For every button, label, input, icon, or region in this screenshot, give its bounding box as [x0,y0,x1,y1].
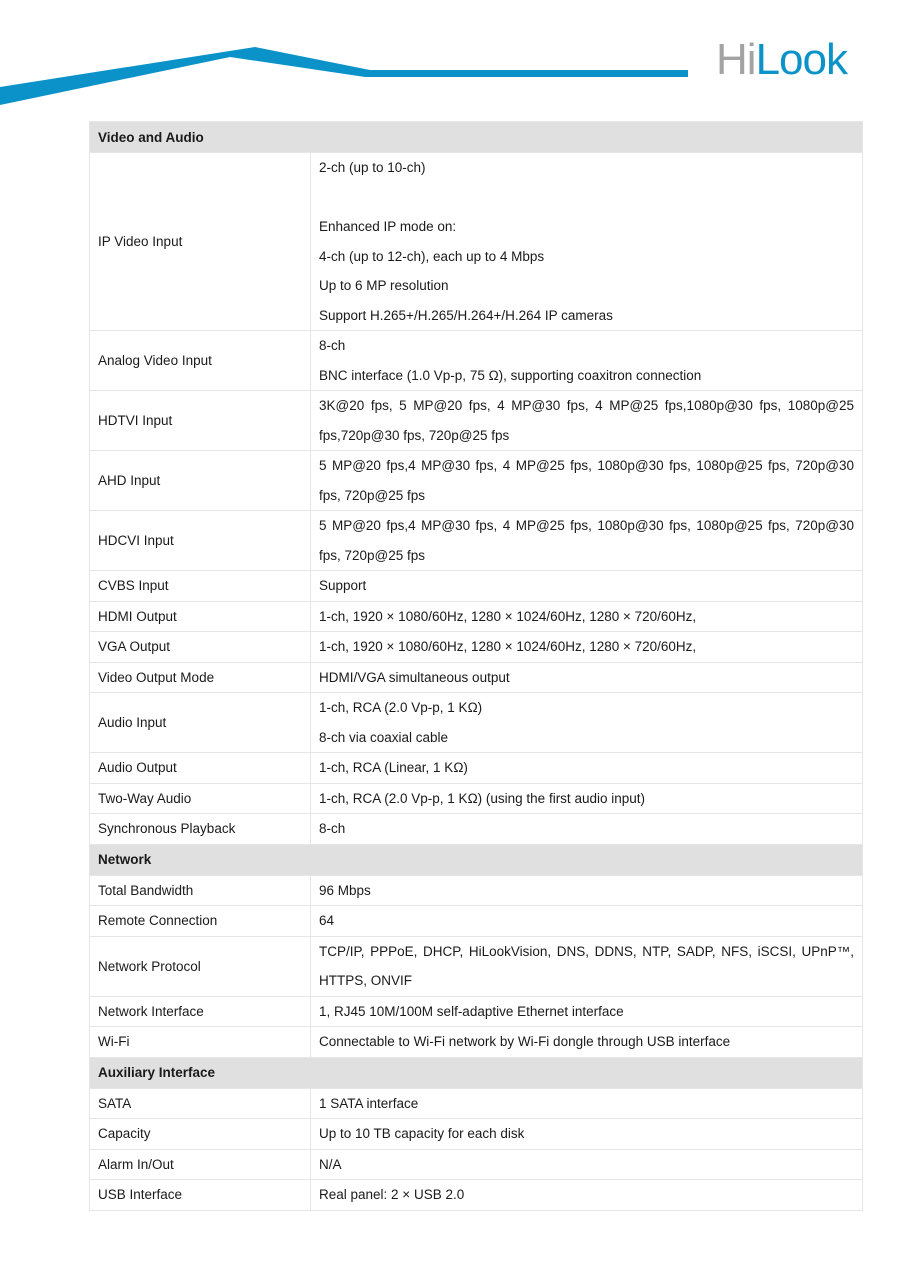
spec-value-line: Up to 6 MP resolution [319,278,449,293]
spec-value-line: 1, RJ45 10M/100M self-adaptive Ethernet interface [319,1003,624,1019]
spec-row-capacity [90,1119,863,1150]
spec-label: USB Interface [90,1180,311,1211]
spec-value-line: 1-ch, RCA (2.0 Vp-p, 1 KΩ) [319,700,483,715]
spec-value-line: 2-ch (up to 10-ch) [319,160,426,175]
spec-value-line: 1-ch, RCA (2.0 Vp-p, 1 KΩ) (using the first audio input) [319,790,645,806]
spec-value-line: 8-ch via coaxial cable [319,729,449,745]
spec-label: Audio Input [90,693,311,753]
spec-value [311,1088,863,1119]
spec-value-line: Connectable to Wi-Fi network by Wi-Fi dongle through USB interface [319,1034,731,1049]
spec-label: Two-Way Audio [90,783,311,814]
spec-value-line: 1-ch, 1920 × 1080/60Hz, 1280 × 1024/60Hz, 1280 × 720/60Hz, [319,608,697,624]
spec-label: AHD Input [90,451,311,511]
spec-value: 5 MP@20 fps,4 MP@30 fps, 4 MP@25 fps, 1080p@30 fps, 1080p@25 fps, 720p@30 fps, 720p@25 fps [311,451,863,511]
spec-row-cvbs-input [90,571,863,602]
spec-row-usb-interface [90,1180,863,1211]
spec-row-video-output-mode [90,662,863,693]
spec-row-sata [90,1088,863,1119]
spec-value [311,331,863,391]
spec-value-line: 64 [319,913,335,928]
spec-value-line: 96 Mbps [319,882,371,898]
spec-table-body [90,122,863,1211]
spec-row-hdcvi-input [90,511,863,571]
spec-row-analog-video-input [90,331,863,391]
spec-value: TCP/IP, PPPoE, DHCP, HiLookVision, DNS, DDNS, NTP, SADP, NFS, iSCSI, UPnP™, HTTPS, ONVIF [311,936,863,996]
spec-label: Capacity [90,1119,311,1150]
spec-value [311,814,863,845]
swoosh-shape [0,47,688,105]
spec-row-audio-output [90,753,863,784]
spec-row-synchronous-playback [90,814,863,845]
spec-label: Network Protocol [90,936,311,996]
section-title: Network [90,844,863,875]
spec-value [311,1119,863,1150]
spec-label: HDTVI Input [90,391,311,451]
spec-value [311,601,863,632]
spec-value [311,1180,863,1211]
spec-row-network-interface [90,996,863,1027]
spec-value [311,875,863,906]
spec-label: Remote Connection [90,906,311,937]
spec-value-line: Support [319,578,367,593]
spec-value-line: 1 SATA interface [319,1095,419,1111]
spec-row-network-protocol [90,936,863,996]
spec-label: Analog Video Input [90,331,311,391]
section-title: Video and Audio [90,122,863,153]
spec-value [311,1149,863,1180]
spec-value-line: Up to 10 TB capacity for each disk [319,1126,525,1141]
spec-row-wi-fi [90,1027,863,1058]
spec-label: Total Bandwidth [90,875,311,906]
spec-value-line: BNC interface (1.0 Vp-p, 75 Ω), supporting coaxitron connection [319,367,702,383]
spec-row-vga-output [90,632,863,663]
section-header-video-and-audio [90,122,863,153]
spec-row-audio-input [90,693,863,753]
spec-value: 3K@20 fps, 5 MP@20 fps, 4 MP@30 fps, 4 MP@25 fps,1080p@30 fps, 1080p@25 fps,720p@30 fps, 720p@25 fps [311,391,863,451]
spec-label: HDMI Output [90,601,311,632]
spec-value-line: 4-ch (up to 12-ch), each up to 4 Mbps [319,248,545,264]
spec-value-line: N/A [319,1156,342,1172]
spec-value [311,996,863,1027]
spec-label: SATA [90,1088,311,1119]
logo-look-text: Look [755,35,847,84]
logo-hi-text: Hi [716,35,756,84]
spec-label: HDCVI Input [90,511,311,571]
spec-value [311,1027,863,1058]
spec-label: Wi-Fi [90,1027,311,1058]
spec-value [311,783,863,814]
hilook-logo [716,35,847,84]
spec-row-total-bandwidth [90,875,863,906]
spec-row-two-way-audio [90,783,863,814]
spec-label: Synchronous Playback [90,814,311,845]
spec-value [311,153,863,331]
spec-value [311,753,863,784]
spec-value-line: Enhanced IP mode on: [319,219,457,234]
spec-label: CVBS Input [90,571,311,602]
spec-label: Video Output Mode [90,662,311,693]
spec-value-line: 1-ch, RCA (Linear, 1 KΩ) [319,760,468,775]
spec-label: Alarm In/Out [90,1149,311,1180]
spec-value: 5 MP@20 fps,4 MP@30 fps, 4 MP@25 fps, 1080p@30 fps, 1080p@25 fps, 720p@30 fps, 720p@25 fps [311,511,863,571]
spec-value [311,906,863,937]
section-title: Auxiliary Interface [90,1057,863,1088]
spec-label: Audio Output [90,753,311,784]
spec-label: Network Interface [90,996,311,1027]
spec-table [89,121,863,1211]
spec-row-ahd-input [90,451,863,511]
spec-value-line: Real panel: 2 × USB 2.0 [319,1187,465,1202]
spec-value-line: 1-ch, 1920 × 1080/60Hz, 1280 × 1024/60Hz, 1280 × 720/60Hz, [319,639,697,654]
spec-value [311,662,863,693]
spec-value-line: 8-ch [319,821,346,836]
spec-value-line: HDMI/VGA simultaneous output [319,669,510,685]
spec-value-line [319,183,854,213]
spec-value [311,571,863,602]
spec-value-line: 8-ch [319,338,346,353]
spec-row-ip-video-input [90,153,863,331]
spec-row-remote-connection [90,906,863,937]
spec-row-hdmi-output [90,601,863,632]
spec-label: VGA Output [90,632,311,663]
section-header-network [90,844,863,875]
spec-row-alarm-in-out [90,1149,863,1180]
spec-label: IP Video Input [90,153,311,331]
spec-value-line: Support H.265+/H.265/H.264+/H.264 IP cameras [319,307,613,323]
spec-value [311,632,863,663]
spec-value [311,693,863,753]
section-header-auxiliary-interface [90,1057,863,1088]
spec-row-hdtvi-input [90,391,863,451]
